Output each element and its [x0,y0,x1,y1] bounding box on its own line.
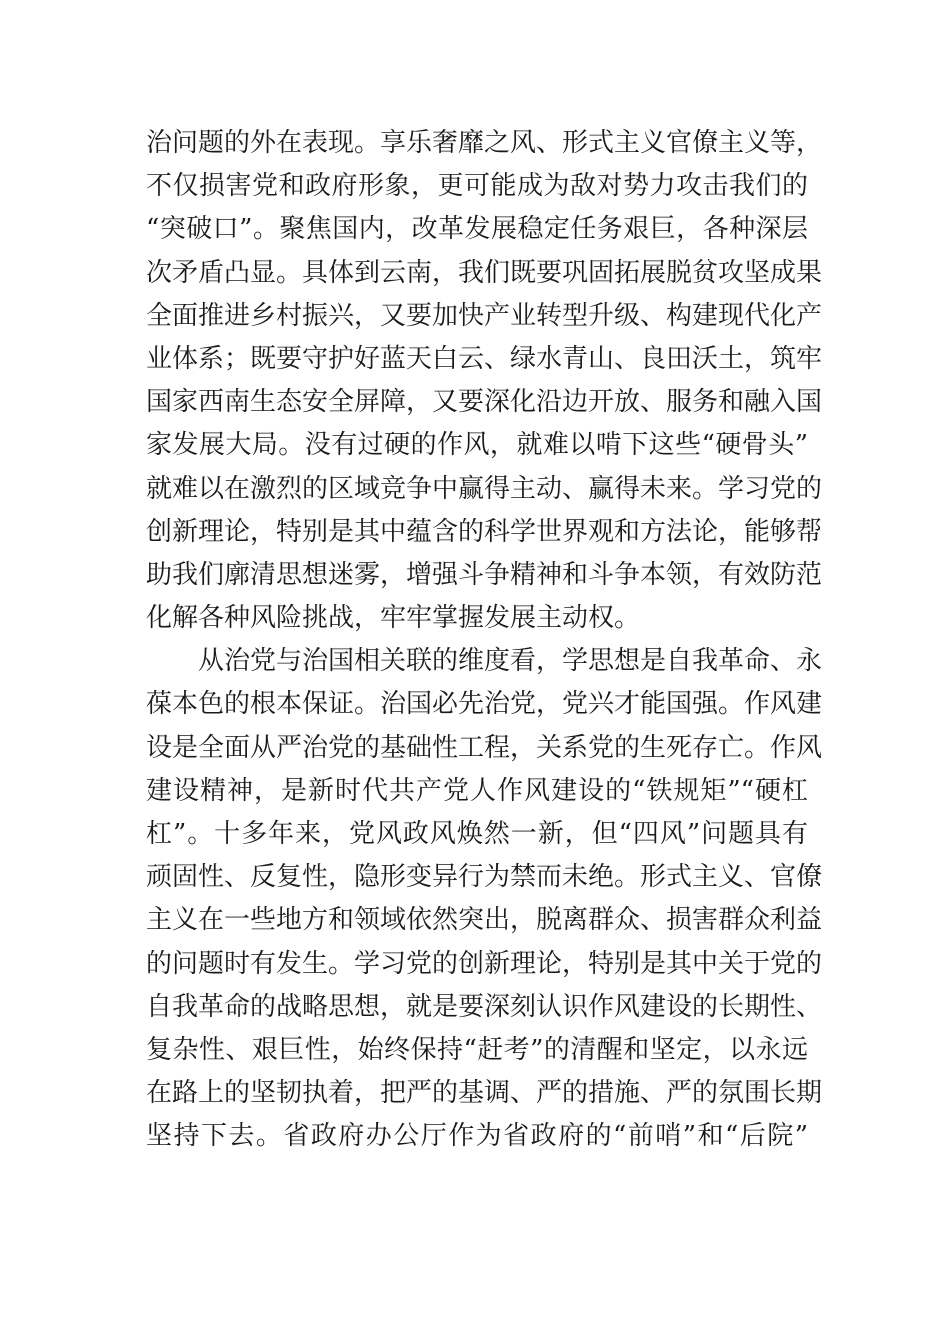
text-line: 顽固性、反复性，隐形变异行为禁而未绝。形式主义、官僚 [146,862,823,893]
text-line: 次矛盾凸显。具体到云南，我们既要巩固拓展脱贫攻坚成果 [146,257,823,288]
text-line: 家发展大局。没有过硬的作风，就难以啃下这些“硬骨头” [146,430,808,461]
text-line: 自我革命的战略思想，就是要深刻认识作风建设的长期性、 [146,991,823,1022]
text-line: 在路上的坚韧执着，把严的基调、严的措施、严的氛围长期 [146,1078,823,1109]
text-line: 坚持下去。省政府办公厅作为省政府的“前哨”和“后院” [146,1121,808,1152]
text-line: “突破口”。聚焦国内，改革发展稳定任务艰巨，各种深层 [146,214,808,245]
text-line: 主义在一些地方和领域依然突出，脱离群众、损害群众利益 [146,905,823,936]
document-body [146,122,823,1159]
text-line: 的问题时有发生。学习党的创新理论，特别是其中关于党的 [146,948,823,979]
text-line: 全面推进乡村振兴，又要加快产业转型升级、构建现代化产 [146,300,823,331]
text-line: 设是全面从严治党的基础性工程，关系党的生死存亡。作风 [146,732,823,763]
text-line: 助我们廓清思想迷雾，增强斗争精神和斗争本领，有效防范 [146,559,823,590]
text-line: 业体系；既要守护好蓝天白云、绿水青山、良田沃土，筑牢 [146,343,823,374]
text-line: 建设精神，是新时代共产党人作风建设的“铁规矩”“硬杠 [146,775,808,806]
text-line: 创新理论，特别是其中蕴含的科学世界观和方法论，能够帮 [146,516,823,547]
text-line: 治问题的外在表现。享乐奢靡之风、形式主义官僚主义等， [146,128,823,158]
text-line: 就难以在激烈的区域竞争中赢得主动、赢得未来。学习党的 [146,473,823,504]
paragraph-end-line: 化解各种风险挑战，牢牢掌握发展主动权。 [146,603,641,634]
text-line: 不仅损害党和政府形象，更可能成为敌对势力攻击我们的 [146,171,808,202]
text-line: 复杂性、艰巨性，始终保持“赶考”的清醒和坚定，以永远 [146,1034,808,1065]
text-line: 葆本色的根本保证。治国必先治党，党兴才能国强。作风建 [146,689,823,720]
text-line: 杠”。十多年来，党风政风焕然一新，但“四风”问题具有 [146,819,808,849]
paragraph-first-line: 从治党与治国相关联的维度看，学思想是自我革命、永 [198,646,823,677]
text-line: 国家西南生态安全屏障，又要深化沿边开放、服务和融入国 [146,387,823,418]
